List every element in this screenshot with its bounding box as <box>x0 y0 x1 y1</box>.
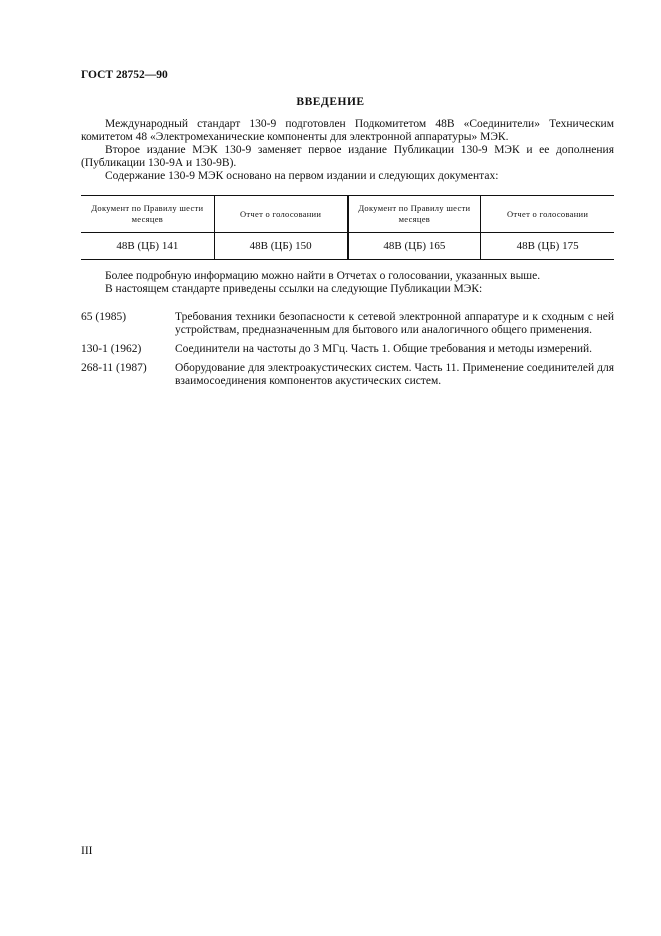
reference-number: 130-1 (1962) <box>81 343 142 355</box>
reference-text: Соединители на частоты до 3 МГц. Часть 1. Общие требования и методы измерений. <box>175 343 593 355</box>
edition-paragraph: Второе издание МЭК 130-9 заменяет первое издание Публикации 130-9 МЭК и ее дополнения (Публикации 130-9А и 130-9В). <box>81 144 614 169</box>
reference-text: Требования техники безопасности к сетевой электронной аппаратуре и к сходным с ней устройствам, предназначенным для бытового или аналогичного общего применения. <box>175 311 614 336</box>
section-title: ВВЕДЕНИЕ <box>296 96 365 108</box>
document-header-code: ГОСТ 28752—90 <box>81 69 168 81</box>
content-basis-paragraph: Содержание 130-9 МЭК основано на первом издании и следующих документах: <box>105 170 499 182</box>
voting-documents-table <box>81 195 614 260</box>
list-item <box>81 362 614 388</box>
table-cell: 48В (ЦБ) 175 <box>481 233 614 260</box>
table-header-cell: Отчет о голосовании <box>214 196 347 233</box>
more-info-paragraph: Более подробную информацию можно найти в Отчетах о голосовании, указанных выше. <box>105 270 541 282</box>
list-item <box>81 311 614 337</box>
references-intro-paragraph: В настоящем стандарте приведены ссылки на следующие Публикации МЭК: <box>105 283 483 295</box>
table-cell: 48В (ЦБ) 150 <box>214 233 347 260</box>
table-row <box>81 233 614 260</box>
reference-number: 268-11 (1987) <box>81 362 147 374</box>
page-number: III <box>81 845 93 857</box>
table-header-cell: Документ по Правилу шести месяцев <box>348 196 481 233</box>
table-header-cell: Документ по Правилу шести месяцев <box>81 196 214 233</box>
intro-paragraph: Международный стандарт 130-9 подготовлен Подкомитетом 48В «Соединители» Техническим комитетом 48 «Электромеханические компоненты для электронной аппаратуры» МЭК. <box>81 118 614 143</box>
table-cell: 48В (ЦБ) 165 <box>348 233 481 260</box>
table-header-cell: Отчет о голосовании <box>481 196 614 233</box>
references-list <box>81 311 614 394</box>
table-header-row <box>81 196 614 233</box>
table-cell: 48В (ЦБ) 141 <box>81 233 214 260</box>
reference-text: Оборудование для электроакустических систем. Часть 11. Применение соединителей для взаимосоединения компонентов акустических систем. <box>175 362 614 387</box>
reference-number: 65 (1985) <box>81 311 127 323</box>
list-item <box>81 343 614 356</box>
